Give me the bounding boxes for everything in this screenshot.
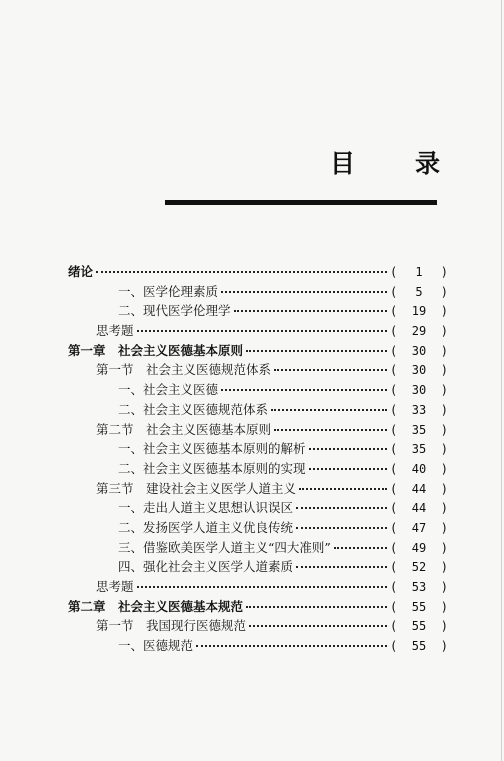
toc-page-number: 40 [411,461,427,476]
page-paren-right: ) [440,442,448,457]
toc-entry[interactable] [68,341,448,361]
toc-entry[interactable] [68,518,448,538]
toc-entry[interactable] [68,301,448,321]
toc-page-number: 44 [411,481,427,496]
page-paren-left: ( [390,599,398,614]
toc-entry-label: 一、医德规范 [118,638,194,654]
toc-leader-dots [234,310,387,312]
toc-entry-label: 二、社会主义医德规范体系 [118,401,269,417]
toc-entry[interactable] [68,380,448,400]
title-underline [165,200,437,205]
toc-leader-dots [246,350,387,352]
page-paren-left: ( [390,343,398,358]
toc-entry-label: 第一章 社会主义医德基本原则 [68,342,244,358]
toc-entry-page [390,499,448,519]
toc-entry-label: 三、借鉴欧美医学人道主义“四大准则” [118,539,331,555]
toc-entry-label: 一、走出人道主义思想认识误区 [118,500,294,516]
toc-entry[interactable] [68,636,448,656]
toc-entry-label: 二、现代医学伦理学 [118,303,231,319]
title-char-1: 目 [330,149,356,178]
page-paren-left: ( [390,284,398,299]
toc-entry-page [390,558,448,578]
page-paren-right: ) [440,619,448,634]
toc-page-number: 30 [411,363,427,378]
page-paren-right: ) [440,580,448,594]
page-paren-right: ) [440,481,448,496]
toc-page-number: 44 [411,501,427,516]
toc-leader-dots [296,566,387,568]
page-paren-left: ( [390,422,398,437]
toc-page-number: 55 [411,639,427,654]
toc-entry-label: 绪论 [68,264,94,279]
page-paren-left: ( [390,501,398,516]
toc-leader-dots [96,271,387,273]
toc-entry[interactable] [68,360,448,380]
page-paren-left: ( [390,383,398,398]
toc-entry[interactable] [68,538,448,558]
toc-entry-label: 二、社会主义医德基本原则的实现 [118,460,306,476]
page-paren-right: ) [440,422,448,437]
toc-entry-page [390,263,448,283]
toc-entry-page [390,440,448,460]
toc-entry-page [390,421,448,441]
page-paren-left: ( [390,304,398,319]
toc-page-number: 47 [411,520,427,535]
toc-entry-page [390,480,448,500]
page-paren-left: ( [390,540,398,555]
toc-leader-dots [221,389,387,391]
toc-entry-label: 第一节 我国现行医德规范 [96,618,247,634]
toc-page-number: 1 [415,265,423,279]
toc-entry-page [390,381,448,401]
title-char-2: 录 [414,149,440,178]
page-paren-right: ) [440,540,448,555]
toc-entry-label: 第一节 社会主义医德规范体系 [96,362,272,378]
toc-leader-dots [246,606,387,608]
toc-entry-label: 第三节 建设社会主义医学人道主义 [96,480,297,496]
toc-entry[interactable] [68,262,448,282]
page-paren-right: ) [440,363,448,378]
page-paren-right: ) [440,343,448,358]
toc-page-number: 49 [411,540,427,555]
toc-entry[interactable] [68,439,448,459]
toc-entry-page [390,637,448,657]
page-paren-left: ( [390,402,398,417]
toc-entry[interactable] [68,577,448,597]
toc-entry-page [390,519,448,539]
page-paren-right: ) [440,402,448,417]
toc-entry-page [390,578,448,598]
page-paren-right: ) [440,265,448,279]
toc-entry[interactable] [68,557,448,577]
page-paren-right: ) [440,461,448,476]
toc-page-number: 35 [411,442,427,457]
page-paren-left: ( [390,265,398,279]
toc-page-number: 5 [415,284,423,299]
toc-entry-label: 一、医学伦理素质 [118,283,219,299]
page-paren-left: ( [390,560,398,575]
toc-page-number: 55 [411,619,427,634]
table-of-contents [68,262,448,656]
toc-entry[interactable] [68,400,448,420]
toc-entry-page [390,361,448,381]
toc-leader-dots [274,369,387,371]
page-paren-left: ( [390,520,398,535]
toc-leader-dots [299,488,387,490]
toc-entry[interactable] [68,616,448,636]
toc-entry[interactable] [68,321,448,341]
toc-entry[interactable] [68,459,448,479]
toc-entry-page [390,539,448,559]
toc-page-number: 29 [411,324,427,339]
page-title [330,142,440,182]
toc-entry-page [390,598,448,618]
toc-leader-dots [274,429,387,431]
toc-leader-dots [296,507,387,509]
page-paren-left: ( [390,363,398,378]
toc-page-number: 35 [411,422,427,437]
toc-entry-page [390,322,448,342]
page-paren-right: ) [440,639,448,654]
toc-entry-page [390,401,448,421]
toc-entry[interactable] [68,420,448,440]
page-paren-left: ( [390,461,398,476]
toc-page-number: 55 [411,599,427,614]
toc-leader-dots [309,448,387,450]
toc-entry-label: 一、社会主义医德 [118,382,219,398]
toc-leader-dots [137,586,387,588]
toc-page-number: 19 [411,304,427,319]
toc-entry-page [390,617,448,637]
toc-entry-label: 四、强化社会主义医学人道素质 [118,559,294,575]
page-paren-right: ) [440,324,448,339]
toc-leader-dots [271,409,387,411]
toc-leader-dots [137,330,387,332]
toc-entry-label: 第二节 社会主义医德基本原则 [96,421,272,437]
toc-leader-dots [221,291,387,293]
toc-entry-label: 第二章 社会主义医德基本规范 [68,598,244,614]
toc-page-number: 33 [411,402,427,417]
toc-entry[interactable] [68,498,448,518]
page-paren-right: ) [440,284,448,299]
toc-entry-page [390,342,448,362]
toc-leader-dots [334,547,387,549]
page-paren-left: ( [390,619,398,634]
toc-entry-label: 一、社会主义医德基本原则的解析 [118,441,306,457]
page-paren-right: ) [440,304,448,319]
page-paren-left: ( [390,580,398,594]
toc-entry-page [390,302,448,322]
toc-entry[interactable] [68,282,448,302]
page-paren-right: ) [440,520,448,535]
page-paren-right: ) [440,383,448,398]
toc-page-number: 30 [411,383,427,398]
toc-page-number: 30 [411,343,427,358]
toc-page-number: 53 [411,580,427,594]
page-paren-right: ) [440,599,448,614]
page-edge-line [501,0,502,761]
toc-entry[interactable] [68,597,448,617]
page-paren-left: ( [390,481,398,496]
page-paren-left: ( [390,324,398,339]
toc-entry[interactable] [68,479,448,499]
page-paren-right: ) [440,560,448,575]
toc-entry-label: 思考题 [96,323,134,339]
toc-leader-dots [296,527,387,529]
toc-leader-dots [196,645,387,647]
toc-entry-page [390,460,448,480]
toc-page-number: 52 [411,560,427,575]
page-paren-left: ( [390,442,398,457]
toc-entry-label: 二、发扬医学人道主义优良传统 [118,519,294,535]
page-paren-left: ( [390,639,398,654]
toc-entry-page [390,283,448,303]
page-paren-right: ) [440,501,448,516]
toc-leader-dots [249,625,387,627]
toc-leader-dots [309,468,387,470]
toc-entry-label: 思考题 [96,579,134,594]
